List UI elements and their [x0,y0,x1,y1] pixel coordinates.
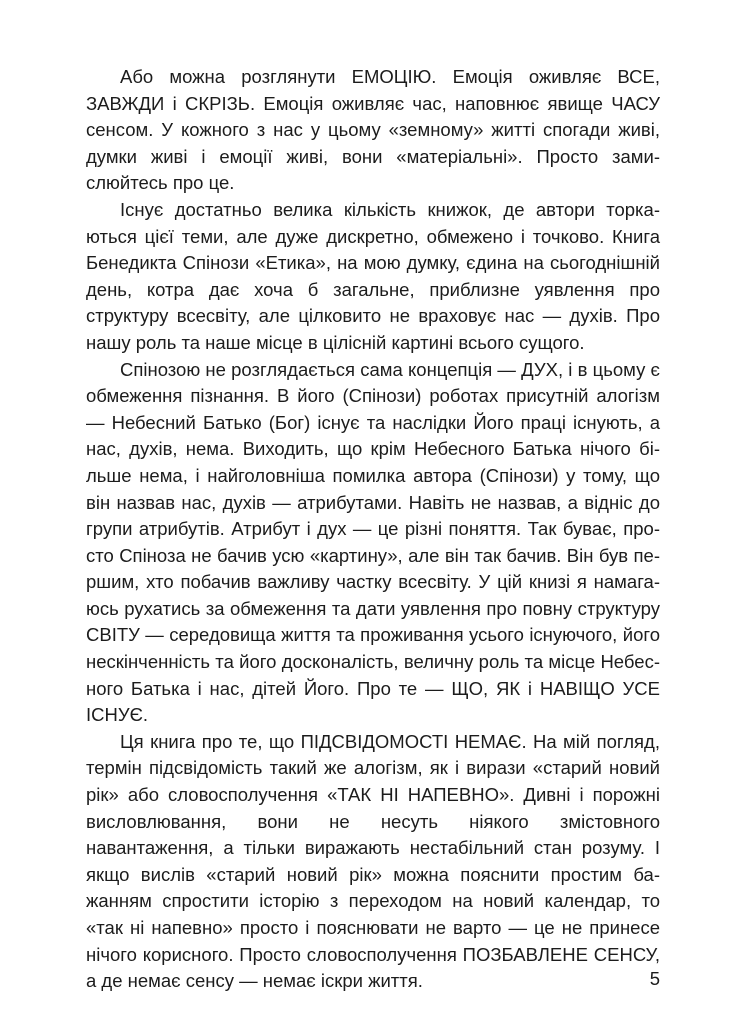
body-text [86,64,660,995]
paragraph-books-spinoza: Існує достатньо велика кількість книжок, де автори торкаються цієї теми, але дуже дискретно, обмежено і точково. Книга Бенедикта Спінози «Етика», на мою думку, єдина на сьогоднішній день, котра дає хоча б загальне, приблизне уявлення про структуру всесвіту, але цілковито не враховує нас — духів. Про нашу роль та наше місце в цілісній картині всього сущого. [86,198,660,353]
page-number: 5 [649,968,660,989]
paragraph-spirit-concept: Спінозою не розглядається сама концепція — ДУХ, і в цьому є обмеження пізнання. В його (Спінози) роботах присутній алогізм — Небесний Батько (Бог) існує та наслідки Його праці існують, а нас, духів, нема. Виходить, що крім Небесного Батька нічого більше нема, і найголовніша помилка автора (Спінози) у тому, що він назвав нас, духів — атрибутами. Навіть не назвав, а відніс до групи атрибутів. Атрибут і дух — це різні поняття. Так буває, просто Спіноза не бачив усю «картину», але він так бачив. Він був першим, хто побачив важливу частку всесвіту. У цій книзі я намагаюсь рухатись за обмеження та дати уявлення про повну структуру СВІТУ — середовища життя та проживання усього існуючого, його нескінченність та його досконалість, величну роль та місце Небесного Батька і нас, дітей Його. Про те — ЩО, ЯК і НАВІЩО УСЕ ІСНУЄ. [86,358,660,726]
paragraph-emotion: Або можна розглянути ЕМОЦІЮ. Емоція оживляє ВСЕ, ЗАВЖДИ і СКРІЗЬ. Емоція оживляє час, наповнює явище ЧАСУ сенсом. У кожного з нас у цьому «земному» житті спогади живі, думки живі і емоції живі, вони «матеріальні». Просто замислюйтесь про це. [86,66,660,194]
paragraph-no-subconscious: Ця книга про те, що ПІДСВІДОМОСТІ НЕМАЄ. На мій погляд, термін підсвідомість такий же алогізм, як і вирази «старий новий рік» або словосполучення «ТАК НІ НАПЕВНО». Дивні і порожні висловлювання, вони не несуть ніякого змістовного навантаження, а тільки виражають нестабільний стан розуму. І якщо вислів «старий новий рік» можна пояснити простим бажанням спростити історію з переходом на новий календар, то «так ні напевно» просто і пояснювати не варто — це не принесе нічого корисного. Просто словосполучення ПОЗБАВЛЕНЕ СЕНСУ, а де немає сенсу — немає іскри життя. [86,730,660,992]
